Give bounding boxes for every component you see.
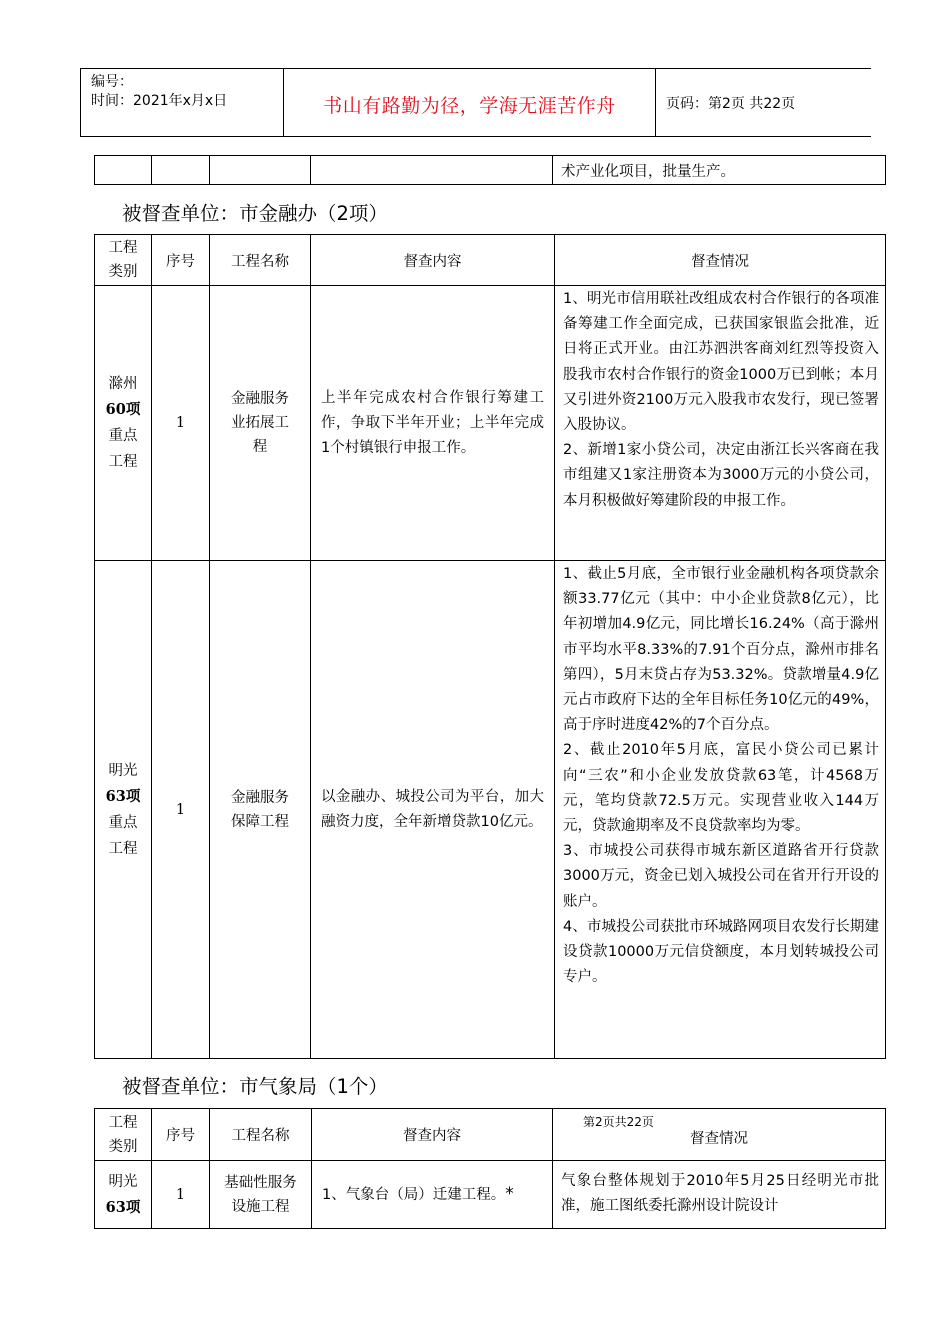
column-header-name: 工程名称 (210, 1109, 312, 1161)
table-cell-seq: 1 (152, 1161, 210, 1229)
table-cell-content: 以金融办、城投公司为平台，加大融资力度，全年新增贷款10亿元。 (311, 561, 555, 1059)
table-row (95, 561, 886, 1059)
status-paragraph: 4、市城投公司获批市环城路网项目农发行长期建设贷款10000万元信贷额度，本月划转城投公司专户。 (563, 918, 879, 986)
column-header-category: 工程 类别 (95, 1109, 152, 1161)
section-title-finance: 被督查单位：市金融办（2项） (122, 202, 388, 225)
page-number-label: 页码：第2页 共22页 (666, 96, 796, 112)
section-title-weather: 被督查单位：市气象局（1个） (122, 1075, 388, 1098)
column-header-content: 督查内容 (312, 1109, 553, 1161)
column-header-name: 工程名称 (210, 235, 311, 286)
asterisk-mark: * (505, 1183, 514, 1204)
doc-date-label: 时间：2021年x月x日 (91, 93, 228, 109)
table-cell-seq: 1 (152, 561, 210, 1059)
table-cell-status (555, 286, 886, 561)
table-header-row (95, 1109, 886, 1161)
table-cell-status (555, 561, 886, 1059)
weather-table (94, 1108, 886, 1229)
finance-table (94, 234, 886, 1059)
continued-table-fragment (94, 155, 886, 185)
column-header-seq: 序号 (152, 235, 210, 286)
table-cell-content: 上半年完成农村合作银行筹建工作，争取下半年开业；上半年完成1个村镇银行申报工作。 (311, 286, 555, 561)
table-cell-name: 金融服务 保障工程 (210, 561, 311, 1059)
status-paragraph: 1、截止5月底，全市银行业金融机构各项贷款余额33.77亿元（其中：中小企业贷款8亿元），比年初增加4.9亿元，同比增长16.24%（高于滁州市平均水平8.33%的7.91个百分点，滁州市排名第四），5月末贷占存为53.32%。贷款增量4.9亿元占市政府下达的全年目标任务10亿元的49%，高于序时进度42%的7个百分点。 (563, 566, 879, 734)
table-header-row (95, 235, 886, 286)
table-cell-seq: 1 (152, 286, 210, 561)
table-cell-status: 术产业化项目，批量生产。 (553, 156, 886, 185)
table-cell-name: 基础性服务 设施工程 (210, 1161, 312, 1229)
doc-number-label: 编号： (91, 74, 133, 90)
table-row (95, 286, 886, 561)
status-paragraph: 1、明光市信用联社改组成农村合作银行的各项准备筹建工作全面完成，已获国家银监会批准，近日将正式开业。由江苏泗洪客商刘红烈等投资入股我市农村合作银行的资金1000万已到帐；本月又引进外资2100万元入股我市农发行，现已签署入股协议。 (563, 291, 879, 434)
table-cell-status: 气象台整体规划于2010年5月25日经明光市批准，施工图纸委托滁州设计院设计 (553, 1161, 886, 1229)
column-header-seq: 序号 (152, 1109, 210, 1161)
column-header-category: 工程 类别 (95, 235, 152, 286)
column-header-status: 督查情况 (555, 235, 886, 286)
status-paragraph: 3、市城投公司获得市城东新区道路省开行贷款3000万元，资金已划入城投公司在省开行开设的账户。 (563, 843, 879, 910)
header-motto: 书山有路勤为径，学海无涯苦作舟 (323, 95, 616, 117)
header-right-cell (656, 69, 871, 136)
column-header-content: 督查内容 (311, 235, 555, 286)
column-header-status: 督查情况 (553, 1109, 886, 1161)
header-center-cell (284, 69, 656, 136)
table-cell-category: 明光 63项 (95, 1161, 152, 1229)
table-row (95, 1161, 886, 1229)
status-paragraph: 2、截止2010年5月底，富民小贷公司已累计向“三农”和小企业发放贷款63笔，计4568万元，笔均贷款72.5万元。实现营业收入144万元，贷款逾期率及不良贷款率均为零。 (563, 742, 879, 835)
table-cell-name: 金融服务 业拓展工 程 (210, 286, 311, 561)
page-header (80, 68, 871, 137)
table-cell-category: 滁州 60项 重点 工程 (95, 286, 152, 561)
status-paragraph: 2、新增1家小贷公司，决定由浙江长兴客商在我市组建又1家注册资本为3000万元的小贷公司，本月积极做好筹建阶段的申报工作。 (563, 442, 879, 509)
page-mark: 第2页共22页 (583, 1115, 654, 1129)
table-cell-content: 1、气象台（局）迁建工程。* (312, 1161, 553, 1229)
table-cell-category: 明光 63项 重点 工程 (95, 561, 152, 1059)
header-left-cell (81, 69, 284, 136)
